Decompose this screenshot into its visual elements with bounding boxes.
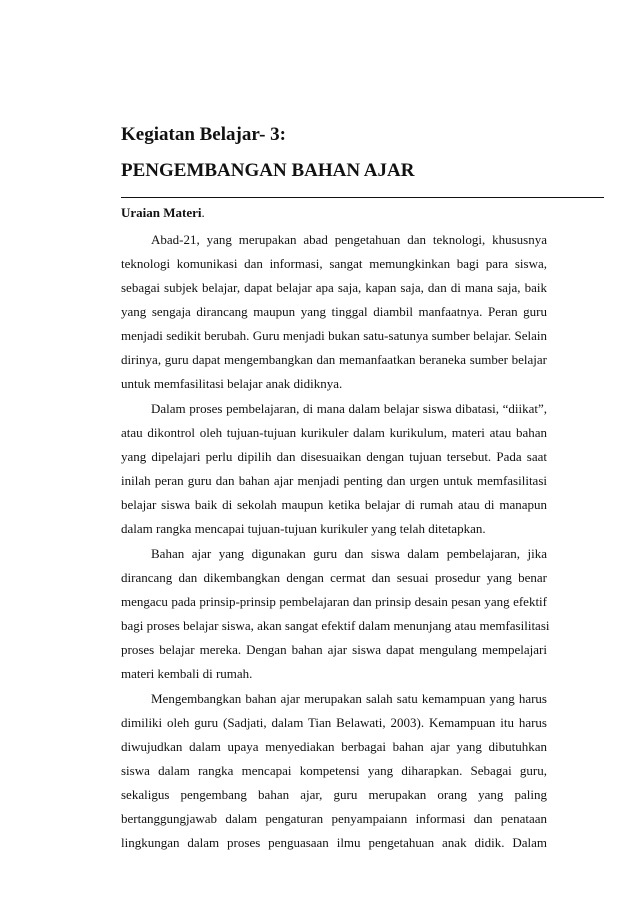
paragraph-line: dalam rangka mencapai tujuan-tujuan kurikuler yang telah ditetapkan.	[121, 521, 486, 536]
section-label-text: Uraian Materi	[121, 205, 202, 220]
paragraph-line: dimiliki oleh guru (Sadjati, dalam Tian Belawati, 2003). Kemampuan itu harus	[121, 715, 547, 730]
paragraph-line: atau dikontrol oleh tujuan-tujuan kurikuler dalam kurikulum, materi atau bahan	[121, 425, 547, 440]
paragraph-line: Bahan ajar yang digunakan guru dan siswa dalam pembelajaran, jika	[151, 546, 547, 561]
paragraph-line: teknologi komunikasi dan informasi, sangat memungkinkan bagi para siswa,	[121, 256, 547, 271]
paragraph-line: yang sengaja dirancang maupun yang tinggal diambil manfaatnya. Peran guru	[121, 304, 547, 319]
chapter-heading: Kegiatan Belajar- 3:	[121, 124, 286, 145]
paragraph-line: belajar siswa baik di sekolah maupun ketika belajar di rumah atau di manapun	[121, 497, 547, 512]
paragraph-line: sekaligus pengembang bahan ajar, guru merupakan orang yang paling	[121, 787, 547, 802]
paragraph-line: menjadi sedikit berubah. Guru menjadi bukan satu-satunya sumber belajar. Selain	[121, 328, 547, 343]
paragraph-line: lingkungan dalam proses penguasaan ilmu pengetahuan anak didik. Dalam	[121, 835, 547, 850]
paragraph-line: mengacu pada prinsip-prinsip pembelajaran dan prinsip desain pesan yang efektif	[121, 594, 547, 609]
paragraph-line: bertanggungjawab dalam pengaturan penyampaiann informasi dan penataan	[121, 811, 547, 826]
paragraph-line: bagi proses belajar siswa, akan sangat efektif dalam menunjang atau memfasilitasi	[121, 618, 550, 633]
paragraph-line: materi kembali di rumah.	[121, 666, 253, 681]
paragraph-line: yang dipelajari perlu dipilih dan disesuaikan dengan tujuan tersebut. Pada saat	[121, 449, 547, 464]
paragraph-line: diwujudkan dalam upaya menyediakan berbagai bahan ajar yang dibutuhkan	[121, 739, 547, 754]
section-label	[121, 205, 205, 221]
paragraph-line: dirancang dan dikembangkan dengan cermat dan sesuai prosedur yang benar	[121, 570, 547, 585]
paragraph-line: inilah peran guru dan bahan ajar menjadi penting dan urgen untuk memfasilitasi	[121, 473, 547, 488]
chapter-title: PENGEMBANGAN BAHAN AJAR	[121, 160, 415, 181]
paragraph-line: Abad-21, yang merupakan abad pengetahuan dan teknologi, khususnya	[151, 232, 547, 247]
paragraph-line: proses belajar mereka. Dengan bahan ajar siswa dapat mengulang mempelajari	[121, 642, 547, 657]
paragraph-line: dirinya, guru dapat mengembangkan dan memanfaatkan beraneka sumber belajar	[121, 352, 547, 367]
paragraph-line: Dalam proses pembelajaran, di mana dalam belajar siswa dibatasi, “diikat”,	[151, 401, 547, 416]
title-divider	[121, 197, 604, 198]
paragraph-line: siswa dalam rangka mencapai kompetensi yang diharapkan. Sebagai guru,	[121, 763, 547, 778]
paragraph-line: Mengembangkan bahan ajar merupakan salah satu kemampuan yang harus	[151, 691, 547, 706]
section-label-period: .	[201, 205, 205, 220]
paragraph-line: sebagai subjek belajar, dapat belajar apa saja, kapan saja, dan di mana saja, baik	[121, 280, 547, 295]
paragraph-line: untuk memfasilitasi belajar anak didiknya.	[121, 376, 343, 391]
